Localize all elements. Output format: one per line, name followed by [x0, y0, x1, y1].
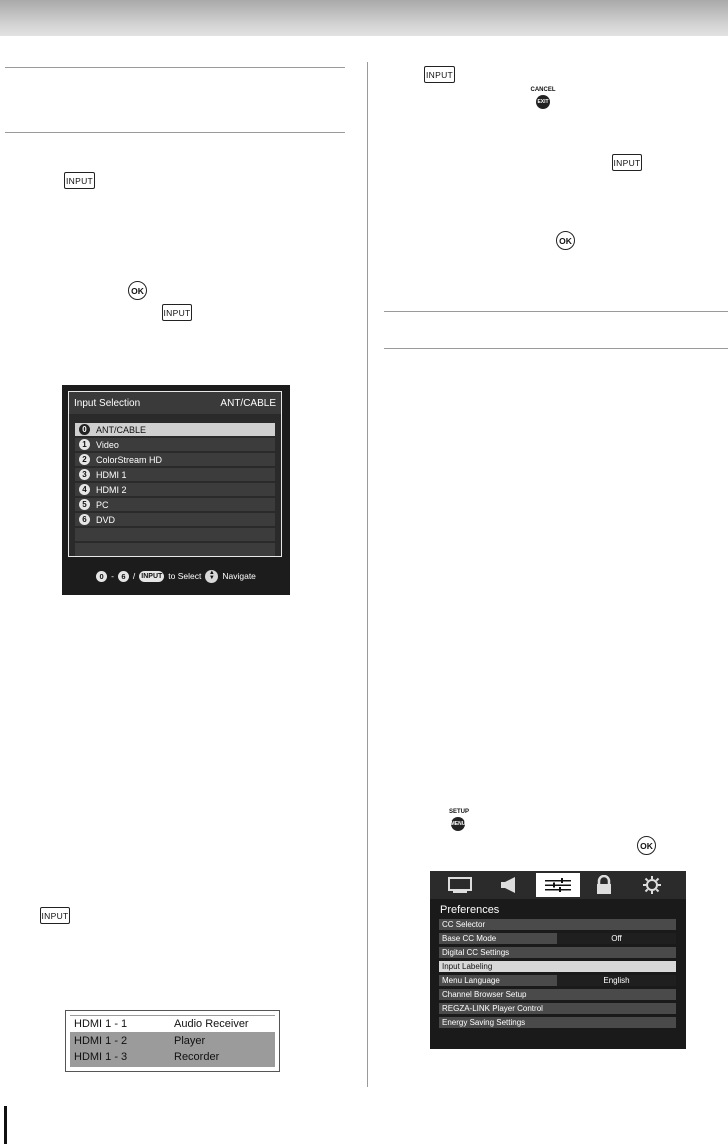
hdmi-device-label: Recorder — [174, 1051, 220, 1063]
hdmi-input-name: HDMI 1 - 1 — [74, 1018, 128, 1030]
input-badge: INPUT — [141, 572, 163, 580]
section-rule-bottom-left — [5, 132, 345, 133]
input-key-icon: INPUT — [40, 907, 70, 924]
number-badge: 1 — [79, 439, 90, 450]
input-key-icon: INPUT — [612, 154, 642, 171]
input-item-label: DVD — [96, 514, 116, 525]
input-item-label: HDMI 2 — [96, 484, 127, 495]
input-item-empty — [75, 528, 275, 541]
number-badge: 5 — [79, 499, 90, 510]
menu-item-label: REGZA-LINK Player Control — [442, 1004, 543, 1013]
menu-item-input-labeling[interactable] — [439, 961, 676, 972]
hdmi-label-row[interactable] — [70, 1016, 275, 1032]
ok-key-icon: OK — [637, 836, 656, 855]
menu-item-label: CC Selector — [442, 920, 486, 929]
hdmi-input-name: HDMI 1 - 3 — [74, 1051, 128, 1063]
input-item-ant-cable[interactable] — [75, 423, 275, 436]
hdmi-device-label: Player — [174, 1035, 206, 1047]
picture-icon[interactable] — [438, 873, 482, 897]
input-item-label: ColorStream HD — [96, 454, 163, 465]
column-divider — [367, 62, 368, 1087]
preferences-icon[interactable] — [536, 873, 580, 897]
setup-key-caption: SETUP — [448, 809, 469, 815]
hdmi-device-label: Audio Receiver — [174, 1018, 249, 1030]
footer-dash: - — [111, 571, 114, 581]
ok-key-icon: OK — [556, 231, 575, 250]
input-selection-title: Input Selection — [74, 398, 141, 409]
setup-key-icon: MENU — [451, 817, 465, 831]
input-item-label: PC — [96, 499, 109, 510]
input-item-label: Video — [96, 439, 119, 450]
menu-item-value: Off — [557, 933, 676, 944]
menu-item-value: English — [557, 975, 676, 986]
lock-icon[interactable] — [582, 873, 626, 897]
hdmi-labeling-list — [70, 1015, 275, 1067]
audio-icon[interactable] — [488, 873, 532, 897]
menu-item-channel-browser-setup[interactable] — [439, 989, 676, 1000]
navigate-arrows-icon: ▲ ▼ — [205, 570, 218, 583]
menu-item-label: Energy Saving Settings — [442, 1018, 526, 1027]
footer-slash: / — [132, 571, 136, 581]
cancel-key-caption: CANCEL — [530, 87, 556, 93]
menu-item-label: Menu Language — [442, 976, 500, 985]
page-margin-bar — [4, 1106, 7, 1144]
menu-item-menu-language[interactable] — [439, 975, 676, 986]
setup-icon[interactable] — [630, 873, 674, 897]
preferences-title: Preferences — [440, 904, 500, 916]
preferences-menu-screen — [430, 871, 686, 1049]
input-selection-screen — [62, 385, 290, 595]
input-key-icon: INPUT — [424, 66, 455, 83]
section-rule-top-left — [5, 67, 345, 68]
input-key-icon: INPUT — [64, 172, 95, 189]
number-badge: 0 — [96, 571, 107, 582]
input-selection-current: ANT/CABLE — [220, 398, 276, 409]
menu-item-energy-saving-settings[interactable] — [439, 1017, 676, 1028]
input-item-label: HDMI 1 — [96, 469, 127, 480]
menu-item-regza-link-player-control[interactable] — [439, 1003, 676, 1014]
number-badge: 2 — [79, 454, 90, 465]
section-rule-bottom-right — [384, 348, 728, 349]
input-item-hdmi-1[interactable] — [75, 468, 275, 481]
footer-navigate-text: Navigate — [222, 571, 256, 581]
cancel-key-icon: EXIT — [536, 95, 550, 109]
hdmi-labeling-box — [65, 1010, 280, 1072]
ok-key-icon: OK — [128, 281, 147, 300]
page-header-bar — [0, 0, 728, 36]
menu-item-label: Base CC Mode — [442, 934, 497, 943]
input-item-hdmi-2[interactable] — [75, 483, 275, 496]
number-badge: 6 — [118, 571, 129, 582]
input-selection-footer — [62, 568, 290, 584]
hdmi-label-row[interactable] — [70, 1049, 275, 1065]
input-key-icon: INPUT — [162, 304, 192, 321]
number-badge: 3 — [79, 469, 90, 480]
menu-item-digital-cc-settings[interactable] — [439, 947, 676, 958]
hdmi-input-name: HDMI 1 - 2 — [74, 1035, 128, 1047]
number-badge: 0 — [79, 424, 90, 435]
hdmi-label-row[interactable] — [70, 1033, 275, 1049]
footer-select-text: to Select — [168, 571, 202, 581]
number-badge: 6 — [79, 514, 90, 525]
input-selection-frame — [68, 391, 282, 557]
menu-item-base-cc-mode[interactable] — [439, 933, 676, 944]
menu-item-label: Channel Browser Setup — [442, 990, 527, 999]
menu-item-cc-selector[interactable] — [439, 919, 676, 930]
input-item-dvd[interactable] — [75, 513, 275, 526]
input-selection-header — [69, 392, 281, 414]
input-item-video[interactable] — [75, 438, 275, 451]
number-badge: 4 — [79, 484, 90, 495]
input-item-label: ANT/CABLE — [96, 424, 147, 435]
input-item-pc[interactable] — [75, 498, 275, 511]
menu-item-label: Digital CC Settings — [442, 948, 510, 957]
input-item-empty — [75, 543, 275, 556]
section-rule-top-right — [384, 311, 728, 312]
input-item-colorstream-hd[interactable] — [75, 453, 275, 466]
menu-icon-bar — [430, 871, 686, 899]
menu-item-label: Input Labeling — [442, 962, 493, 971]
